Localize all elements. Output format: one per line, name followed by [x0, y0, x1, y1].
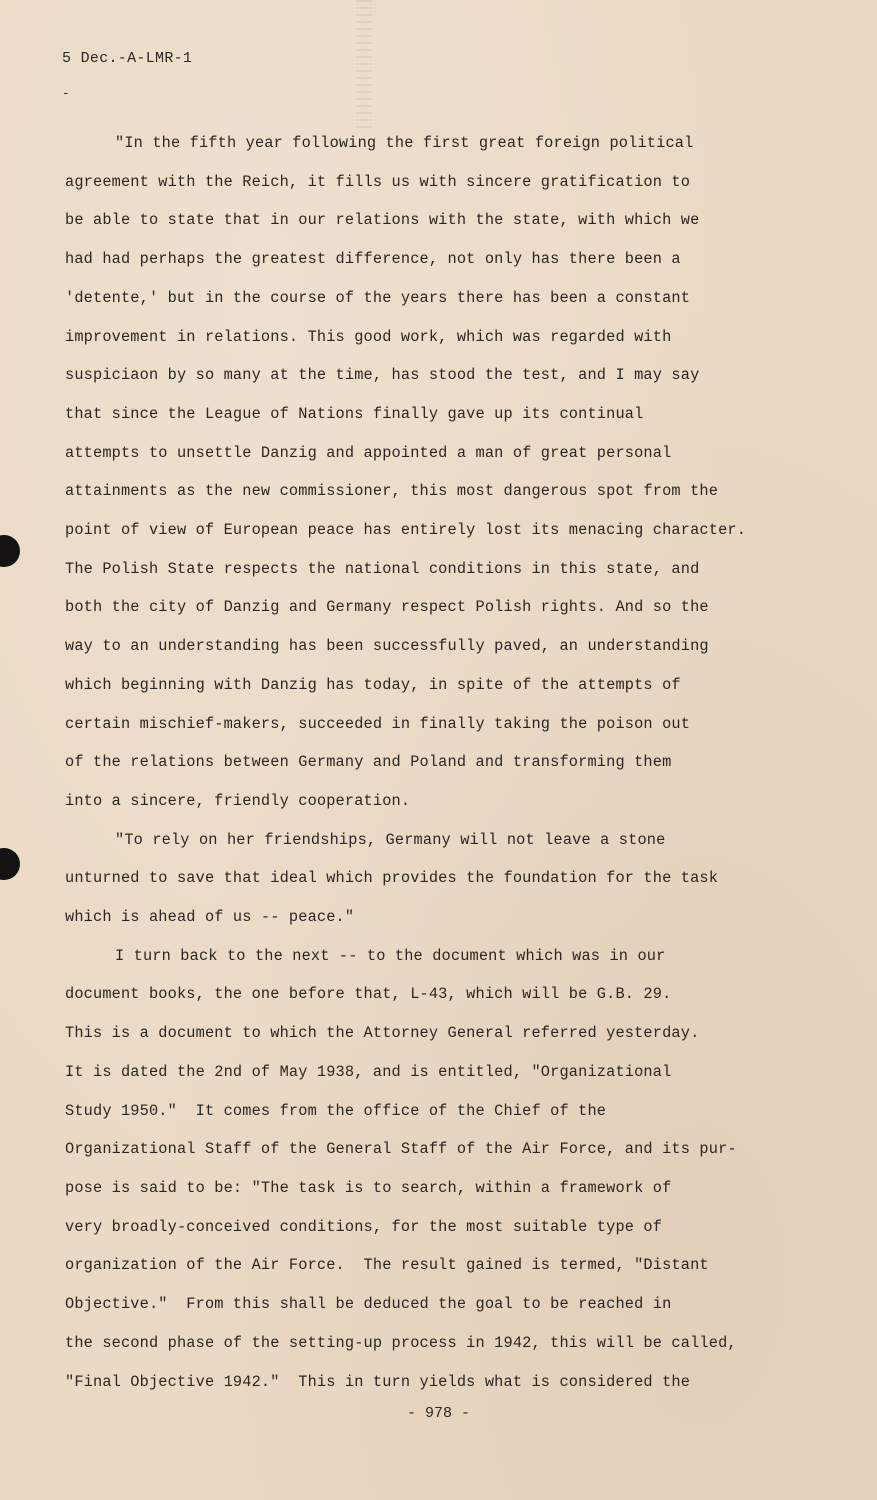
text-line: suspiciaon by so many at the time, has stood the test, and I may say	[65, 366, 700, 385]
text-line: improvement in relations. This good work, which was regarded with	[65, 327, 672, 346]
text-line: be able to state that in our relations with the state, with which we	[65, 211, 700, 230]
text-line: This is a document to which the Attorney General referred yesterday.	[65, 1024, 700, 1043]
text-line: Organizational Staff of the General Staff of the Air Force, and its pur-	[65, 1140, 737, 1159]
text-line: document books, the one before that, L-43, which will be G.B. 29.	[65, 985, 672, 1004]
document-reference: 5 Dec.-A-LMR-1	[62, 50, 193, 67]
text-line: "Final Objective 1942." This in turn yields what is considered the	[65, 1372, 691, 1391]
text-line: organization of the Air Force. The result gained is termed, "Distant	[65, 1256, 709, 1275]
text-line: which is ahead of us -- peace."	[65, 908, 355, 927]
text-line: "To rely on her friendships, Germany will not leave a stone	[115, 830, 666, 849]
text-line: Study 1950." It comes from the office of the Chief of the	[65, 1101, 607, 1120]
text-line: had had perhaps the greatest difference, not only has there been a	[65, 250, 681, 269]
text-line: that since the League of Nations finally gave up its continual	[65, 404, 644, 423]
text-line: way to an understanding has been successfully paved, an understanding	[65, 637, 709, 656]
text-line: pose is said to be: "The task is to search, within a framework of	[65, 1178, 672, 1197]
text-line: of the relations between Germany and Poland and transforming them	[65, 753, 672, 772]
text-line: point of view of European peace has entirely lost its menacing character.	[65, 521, 747, 540]
transcript-body	[65, 124, 785, 1401]
text-line: attempts to unsettle Danzig and appointed a man of great personal	[65, 443, 672, 462]
text-line: which beginning with Danzig has today, in spite of the attempts of	[65, 675, 681, 694]
text-line: 'detente,' but in the course of the years there has been a constant	[65, 288, 691, 307]
header-dash: -	[62, 86, 70, 101]
text-line: The Polish State respects the national conditions in this state, and	[65, 559, 700, 578]
paper-fold-mark	[356, 0, 372, 130]
text-line: agreement with the Reich, it fills us with sincere gratification to	[65, 172, 691, 191]
text-line: attainments as the new commissioner, this most dangerous spot from the	[65, 482, 719, 501]
text-line: It is dated the 2nd of May 1938, and is entitled, "Organizational	[65, 1062, 672, 1081]
text-line: unturned to save that ideal which provides the foundation for the task	[65, 869, 719, 888]
punch-hole-bottom	[0, 848, 20, 880]
text-line: certain mischief-makers, succeeded in finally taking the poison out	[65, 714, 691, 733]
page-number: - 978 -	[406, 1405, 470, 1422]
text-line: I turn back to the next -- to the document which was in our	[115, 946, 666, 965]
text-line: "In the fifth year following the first great foreign political	[115, 134, 694, 152]
text-line: Objective." From this shall be deduced the goal to be reached in	[65, 1295, 672, 1314]
text-line: the second phase of the setting-up process in 1942, this will be called,	[65, 1333, 737, 1352]
text-line: into a sincere, friendly cooperation.	[65, 791, 411, 810]
punch-hole-top	[0, 535, 20, 567]
text-line: both the city of Danzig and Germany respect Polish rights. And so the	[65, 598, 709, 617]
text-line: very broadly-conceived conditions, for the most suitable type of	[65, 1217, 663, 1236]
